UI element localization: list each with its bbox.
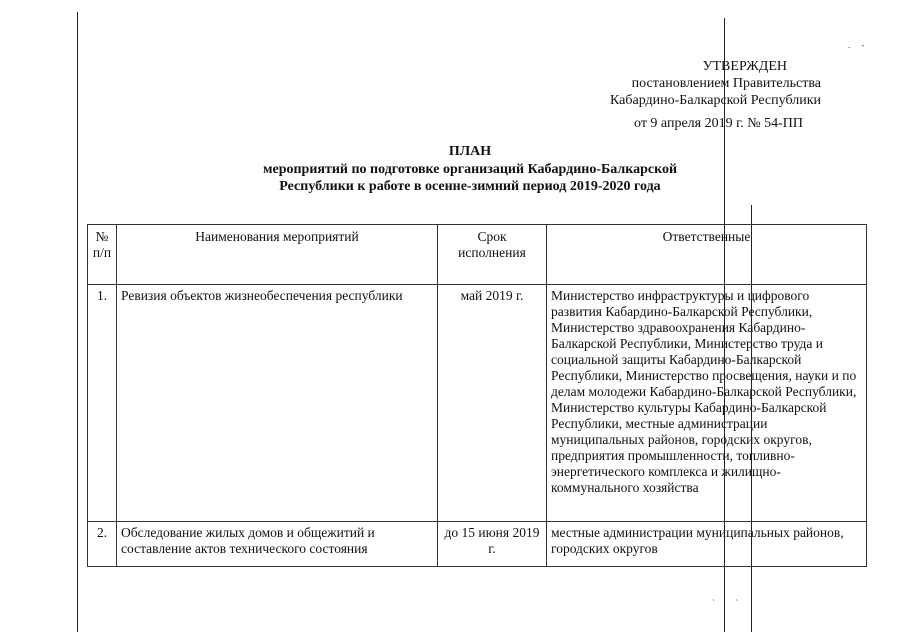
plan-table <box>87 224 867 567</box>
title-line-1: мероприятий по подготовке организаций Кабардино-Балкарской <box>262 162 678 177</box>
header-responsible: Ответственные <box>547 225 867 285</box>
approval-date: от 9 апреля 2019 г. № 54-ПП <box>634 116 803 131</box>
scan-artifact-line-left <box>77 12 78 632</box>
approval-line-2: Кабардино-Балкарской Республики <box>610 93 821 108</box>
table-row <box>88 522 867 567</box>
header-name: Наименования мероприятий <box>117 225 438 285</box>
row-responsible: местные администрации муниципальных районов, городских округов <box>547 522 867 567</box>
scan-dust: ` ` <box>712 598 739 608</box>
table-header-row <box>88 225 867 285</box>
title-main: ПЛАН <box>448 144 492 159</box>
row-num: 2. <box>88 522 117 567</box>
title-line-2: Республики к работе в осенне-зимний период 2019-2020 года <box>279 179 661 194</box>
row-name: Обследование жилых домов и общежитий и составление актов технического состояния <box>117 522 438 567</box>
approval-heading: УТВЕРЖДЕН <box>702 59 787 74</box>
row-num: 1. <box>88 285 117 522</box>
row-term: до 15 июня 2019 г. <box>438 522 547 567</box>
document-title <box>200 143 740 195</box>
row-responsible: Министерство инфраструктуры и цифрового развития Кабардино-Балкарской Республики, Министерство здравоохранения Кабардино-Балкарской Республики, Министерство труда и социальной защиты Кабардино-Балкарской Республики, Министерство просвещения, науки и по делам молодежи Кабардино-Балкарской Республики, Министерство культуры Кабардино-Балкарской Республики, местные администрации муниципальных районов, городских округов, предприятия промышленности, топливно-энергетического комплекса и жилищно-коммунального хозяйства <box>547 285 867 522</box>
row-term: май 2019 г. <box>438 285 547 522</box>
approval-block <box>521 58 821 132</box>
scan-dust: . - <box>848 40 865 50</box>
header-num: № п/п <box>88 225 117 285</box>
table-row <box>88 285 867 522</box>
approval-line-1: постановлением Правительства <box>631 76 821 91</box>
header-term: Срок исполнения <box>438 225 547 285</box>
row-name: Ревизия объектов жизнеобеспечения республики <box>117 285 438 522</box>
